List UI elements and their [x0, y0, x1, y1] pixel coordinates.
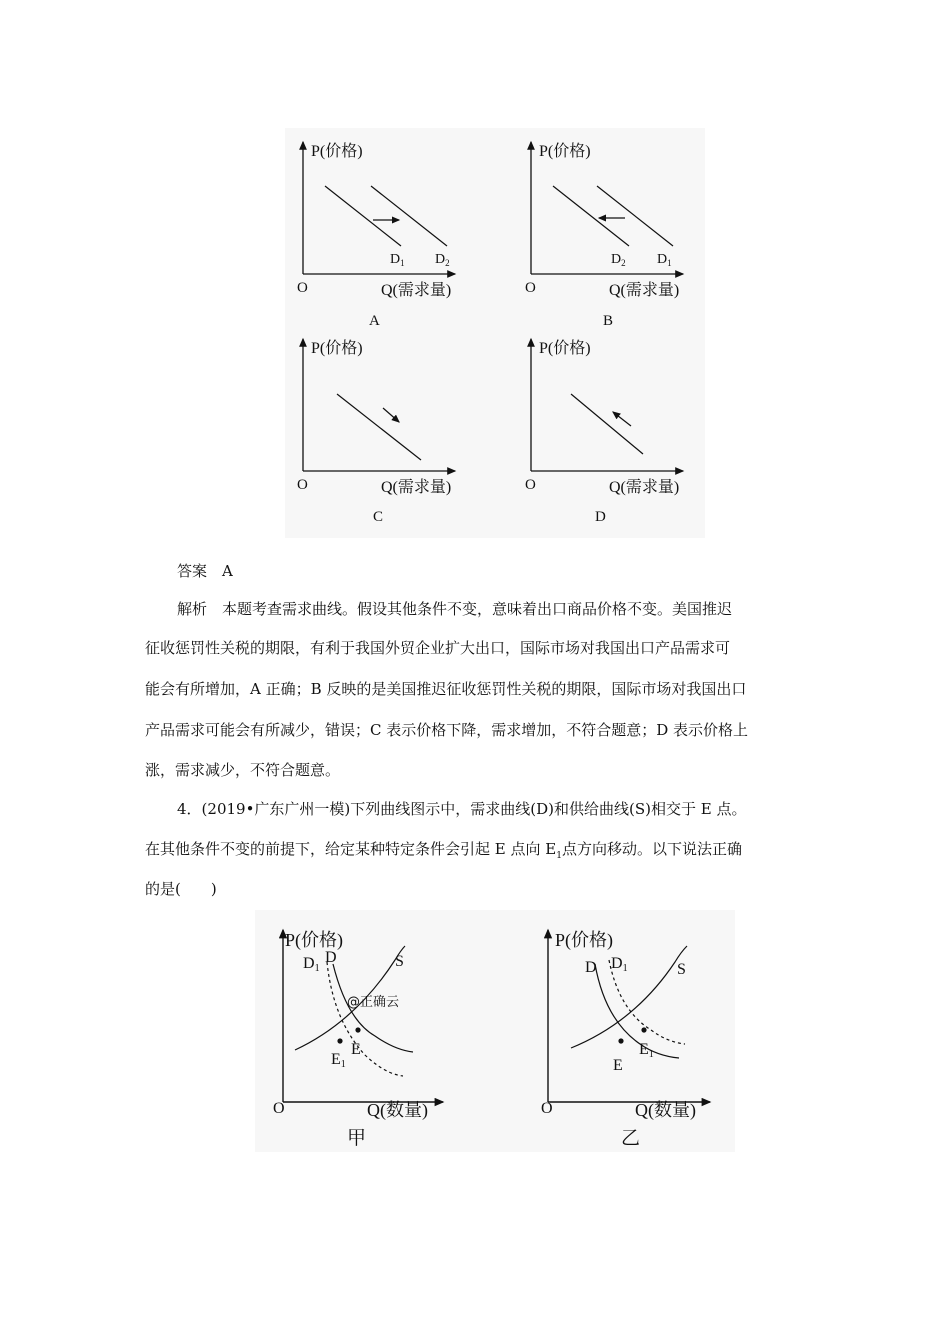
- curve-label-s: S: [395, 953, 404, 970]
- question-4-line-3: 的是( ): [145, 880, 217, 898]
- point-label-e: E: [613, 1057, 623, 1074]
- watermark: @正确云: [347, 995, 400, 1010]
- panel-caption-d: D: [595, 509, 606, 525]
- panel-caption-yi: 乙: [621, 1128, 641, 1149]
- curve-label-s: S: [677, 961, 686, 978]
- curve-label-d1: D1: [303, 955, 320, 974]
- point-label-e1: E1: [639, 1041, 654, 1060]
- curve-label-d1: D1: [611, 955, 628, 974]
- origin-label: O: [525, 280, 536, 296]
- panel-caption-b: B: [603, 313, 614, 329]
- x-axis-label: Q(需求量): [381, 479, 452, 496]
- x-axis-label: Q(数量): [367, 1100, 428, 1120]
- equilibrium-point-e1: [337, 1038, 342, 1043]
- panel-caption-a: A: [369, 313, 380, 329]
- analysis-line-2: 征收惩罚性关税的期限，有利于我国外贸企业扩大出口，国际市场对我国出口产品需求可: [145, 639, 731, 657]
- y-axis-label: P(价格): [311, 340, 363, 357]
- y-axis-label: P(价格): [285, 930, 343, 950]
- origin-label: O: [541, 1100, 553, 1117]
- analysis-label: 解析: [177, 600, 208, 618]
- analysis-line-1: 解析 本题考查需求曲线。假设其他条件不变，意味着出口商品价格不变。美国推迟: [177, 600, 733, 618]
- demand-curve-svg: [285, 128, 705, 538]
- origin-label: O: [525, 477, 536, 493]
- curve-label-d: D: [585, 959, 597, 976]
- point-label-e1: E1: [331, 1051, 346, 1070]
- equilibrium-point-e: [355, 1027, 360, 1032]
- analysis-line-3: 能会有所增加，A 正确；B 反映的是美国推迟征收惩罚性关税的期限，国际市场对我国出口: [145, 680, 747, 698]
- y-axis-label: P(价格): [539, 340, 591, 357]
- curve-label-d: D: [325, 949, 337, 966]
- origin-label: O: [273, 1100, 285, 1117]
- y-axis-label: P(价格): [311, 143, 363, 160]
- y-axis-label: P(价格): [539, 143, 591, 160]
- curve-label-d1: $D_1$: [390, 252, 405, 268]
- equilibrium-point-e1: [641, 1027, 646, 1032]
- answer-line: [177, 560, 233, 581]
- answer-label: 答案: [177, 562, 208, 580]
- x-axis-label: Q(数量): [635, 1100, 696, 1120]
- x-axis-label: Q(需求量): [609, 479, 680, 496]
- curve-label-d2: $D_2$: [435, 252, 450, 268]
- figure-background: [285, 128, 705, 538]
- curve-label-d2: $D_2$: [611, 252, 626, 268]
- point-label-e: E: [351, 1041, 361, 1058]
- origin-label: O: [297, 477, 308, 493]
- x-axis-label: Q(需求量): [381, 282, 452, 299]
- supply-demand-svg: [255, 910, 735, 1152]
- supply-demand-figure: [255, 910, 735, 1152]
- analysis-line-4: 产品需求可能会有所减少，错误；C 表示价格下降，需求增加，不符合题意；D 表示价格上: [145, 721, 749, 739]
- x-axis-label: Q(需求量): [609, 282, 680, 299]
- panel-caption-c: C: [373, 509, 384, 525]
- y-axis-label: P(价格): [555, 930, 613, 950]
- equilibrium-point-e: [618, 1038, 623, 1043]
- question-4-line-2: 在其他条件不变的前提下，给定某种特定条件会引起 E 点向 $E_1$点方向移动。以下说法正确: [145, 840, 742, 861]
- analysis-line-5: 涨，需求减少，不符合题意。: [145, 761, 341, 779]
- answer-value: A: [222, 562, 233, 580]
- origin-label: O: [297, 280, 308, 296]
- curve-label-d1: $D_1$: [657, 252, 672, 268]
- question-4-line-1: 4．(2019•广东广州一模)下列曲线图示中，需求曲线(D)和供给曲线(S)相交于 E 点。: [177, 800, 747, 818]
- panel-caption-jia: 甲: [347, 1128, 367, 1149]
- demand-curve-figure: [285, 128, 705, 538]
